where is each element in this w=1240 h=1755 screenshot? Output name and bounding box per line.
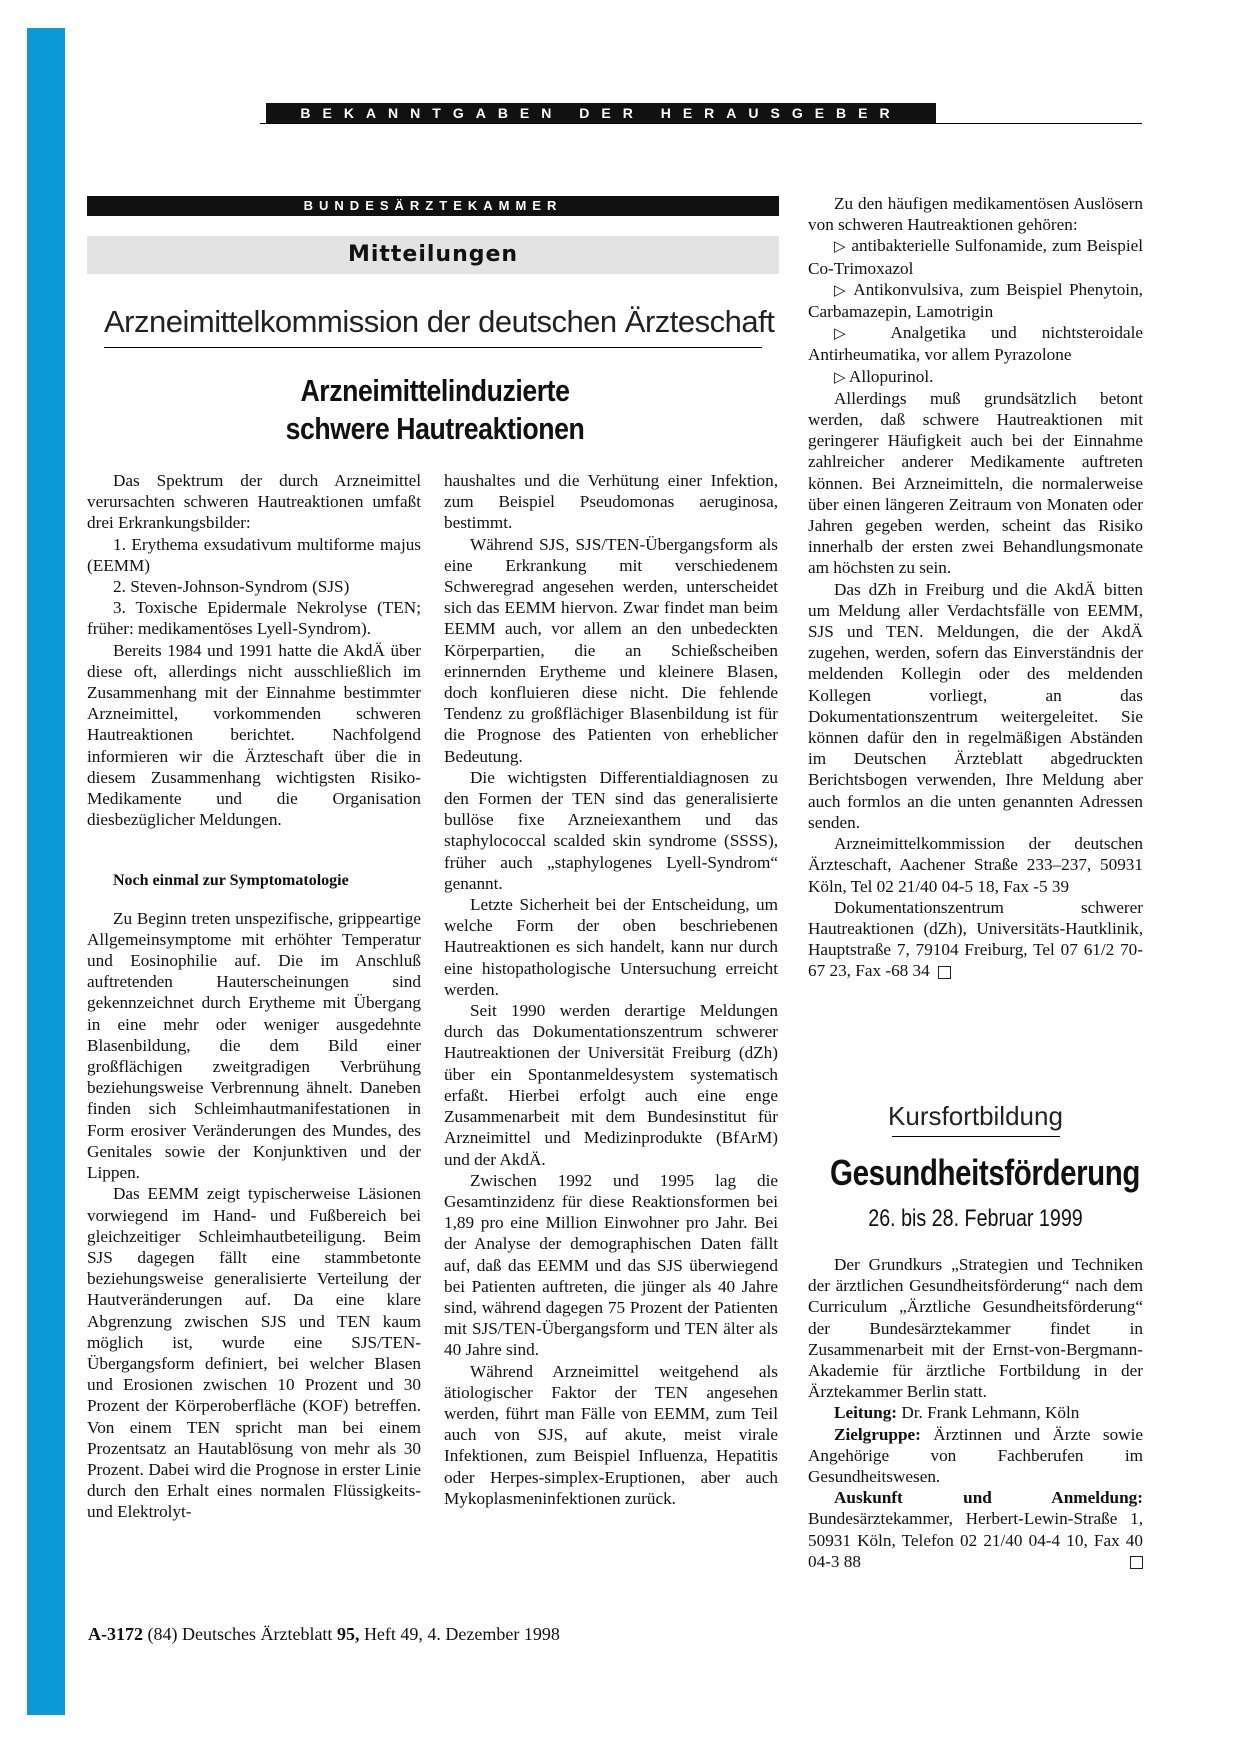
col1-list-item: 3. Toxische Epidermale Nekrolyse (TEN; früher: medikamentöses Lyell-Syndrom). [87, 598, 421, 639]
col2-paragraph: Während SJS, SJS/TEN-Übergangsform als eine Erkrankung mit verschiedenem Schweregrad angesehen werden, unterscheidet sich das EEMM hiervon. Zwar findet man beim EEMM auch, vor allem an den unbedeckten Körperpartien, die an Schießscheiben erinnernden Erytheme und kleinere Blasen, doch konfluieren diese nicht. Die fehlende Tendenz zu großflächiger Blasenbildung ist für die Prognose des Patienten von erheblicher Bedeutung. [444, 534, 778, 766]
triangle-bullet-icon: ▷ [834, 367, 846, 386]
kurs-auskunft [808, 1487, 1143, 1572]
col1-paragraph: Bereits 1984 und 1991 hatte die AkdÄ über diese oft, allerdings nicht ausschließlich im Zusammenhang mit der Einnahme bestimmter Arzneimittel, vorkommenden schweren Hautreaktionen berichtet. Nachfolgend informieren wir die Ärzteschaft über die in diesem Zusammenhang wichtigsten Risiko-Medikamente und die Organisation diesbezüglicher Meldungen. [87, 640, 421, 830]
col3-paragraph [808, 897, 1143, 982]
col2-paragraph: Seit 1990 werden derartige Meldungen durch das Dokumentationszentrum schwerer Hautreaktionen der Universität Freiburg (dZh) über ein Spontanmeldesystem systematisch erfaßt. Hierbei erfolgt auch eine enge Zusammenarbeit mit dem Bundesinstitut für Arzneimittel und Medizinprodukte (BfArM) und der AkdÄ. [444, 1001, 778, 1169]
volume-number: 95, [336, 1624, 360, 1644]
bullet-item [808, 366, 1143, 388]
kurs-zielgruppe-value: Ärztinnen und Ärzte sowie Angehörige von Fachberufen im Gesundheitswesen. [808, 1424, 1143, 1487]
bullet-text: Analgetika und nichtsteroidale Antirheumatika, vor allem Pyrazolone [808, 323, 1143, 365]
kurs-title: Gesundheitsförderung [830, 1152, 1141, 1193]
bullet-item [808, 235, 1143, 278]
col2-paragraph: Letzte Sicherheit bei der Entscheidung, um welche Form der oben beschriebenen Hautreaktionen es sich handelt, kann nur durch eine histopathologische Untersuchung erreicht werden. [444, 895, 778, 999]
col2-paragraph: Während Arzneimittel weitgehend als ätiologischer Faktor der TEN angesehen werden, führt man Fälle von EEMM, zum Teil auch von SJS, auf akute, meist virale Infektionen, zum Beispiel Influenza, Hepatitis oder Herpes-simplex-Eruptionen, aber auch Mykoplasmeninfektionen zurück. [444, 1361, 778, 1508]
bullet-item [808, 322, 1143, 365]
col3-paragraph: Allerdings muß grundsätzlich betont werden, daß schwere Hautreaktionen mit geringerer Häufigkeit auch bei der Einnahme zahlreicher anderer Medikamente auftreten können. Bei Arzneimitteln, die normalerweise über einen längeren Zeitraum von Monaten oder Jahren gegeben werden, scheint das Risiko innerhalb der ersten zwei Behandlungsmonate am höchsten zu sein. [808, 388, 1143, 578]
end-mark-icon [1130, 1556, 1143, 1569]
bullet-text: Antikonvulsiva, zum Beispiel Phenytoin, Carbamazepin, Lamotrigin [808, 279, 1143, 322]
column-3 [808, 193, 1143, 982]
article-title-line-2: schwere Hautreaktionen [285, 411, 585, 446]
article-title [156, 372, 715, 448]
address-text: Dokumentationszentrum schwerer Hautreaktionen (dZh), Universitäts-Hautklinik, Hauptstraße 7, 79104 Freiburg, Tel 07 61/2 70-67 23, Fax -68 34 [808, 897, 1143, 981]
organization-heading: Arzneimittelkommission der deutschen Ärzteschaft [104, 304, 775, 339]
col3-paragraph: Zu den häufigen medikamentösen Auslösern von schweren Hautreaktionen gehören: [808, 194, 1143, 235]
kurs-zielgruppe [808, 1424, 1143, 1488]
col1-paragraph: Das Spektrum der durch Arzneimittel verursachten schweren Hautreaktionen umfaßt drei Erkrankungsbilder: [87, 471, 421, 533]
bullet-item [808, 279, 1143, 322]
col2-paragraph: Die wichtigsten Differentialdiagnosen zu den Formen der TEN sind das generalisierte bullöse fixe Arzneiexanthem und das staphylococcal scalded skin syndrome (SSSS), früher auch „staphylogenes Lyell-Syndrom“ genannt. [444, 767, 778, 893]
column-1 [87, 470, 421, 1523]
col2-paragraph: haushaltes und die Verhütung einer Infektion, zum Beispiel Pseudomonas aeruginosa, bestimmt. [444, 471, 778, 533]
kurs-body [808, 1254, 1143, 1572]
col3-paragraph: Das dZh in Freiburg und die AkdÄ bitten um Meldung aller Verdachtsfälle von EEMM, SJS und TEN. Meldungen, die der AkdÄ zugehen, werden, sofern das Einverständnis der meldenden Kollegin oder des meldenden Kollegen vorliegt, an das Dokumentationszentrum weitergeleitet. Sie können dafür den in regelmäßigen Abständen im Deutschen Ärzteblatt abgedruckten Berichtsbogen verwenden, Ihre Meldung aber auch formlos an die unten genannten Adressen senden. [808, 579, 1143, 832]
col1-paragraph: Zu Beginn treten unspezifische, grippeartige Allgemeinsymptome mit erhöhter Temperatur und Eosinophilie auf. Die im Anschluß auftretenden Hauterscheinungen sind gekennzeichnet durch Erytheme mit Übergang in eine mehr oder weniger ausgedehnte Blasenbildung, die dem Bild einer großflächigen zweitgradigen Verbrühung beziehungsweise Verbrennung ähnelt. Daneben finden sich Schleimhautmanifestationen in Form erosiver Veränderungen des Mundes, des Genitales sowie der Konjunktiven und der Lippen. [87, 908, 421, 1183]
issue-prefix: (84) Deutsches Ärzteblatt [143, 1624, 337, 1644]
col1-paragraph: Das EEMM zeigt typischerweise Läsionen vorwiegend im Hand- und Fußbereich bei gleichzeitiger Schleimhautbeteiligung. Beim SJS dagegen fällt eine stammbetonte beziehungsweise generalisierte Verteilung der Hautveränderungen auf. Da eine klare Abgrenzung zwischen SJS und TEN kaum möglich ist, wurde eine SJS/TEN-Übergangsform definiert, bei welcher Blasen und Erosionen zwischen 10 Prozent und 30 Prozent der Körperoberfläche (KOF) betreffen. Von einem TEN spricht man bei einem Prozentsatz an Hautablösung von mehr als 30 Prozent. Dabei wird die Prognose in erster Linie durch den Erhalt eines normalen Flüssigkeits- und Elektrolyt- [87, 1184, 421, 1522]
col3-paragraph: Arzneimittelkommission der deutschen Ärzteschaft, Aachener Straße 233–237, 50931 Köln, Tel 02 21/40 04-5 18, Fax -5 39 [808, 834, 1143, 896]
kurs-date: 26. bis 28. Februar 1999 [868, 1205, 1083, 1232]
col1-list-item: 1. Erythema exsudativum multiforme majus (EEMM) [87, 534, 421, 575]
kurs-leitung-label: Leitung: [834, 1403, 898, 1423]
kurs-label: Kursfortbildung [888, 1101, 1063, 1131]
triangle-bullet-icon: ▷ [834, 324, 867, 343]
subheading: Noch einmal zur Symptomatologie [113, 872, 349, 890]
col1-list-item: 2. Steven-Johnson-Syndrom (SJS) [113, 577, 350, 597]
section-box-title: Mitteilungen [87, 236, 779, 274]
section-label: BUNDESÄRZTEKAMMER [87, 196, 779, 216]
kurs-leitung [808, 1402, 1143, 1423]
bullet-text: antibakterielle Sulfonamide, zum Beispiel Co-Trimoxazol [808, 236, 1143, 278]
blue-edge-bar [27, 28, 65, 1715]
kurs-auskunft-label: Auskunft und Anmeldung: [834, 1488, 1143, 1508]
col2-paragraph: Zwischen 1992 und 1995 lag die Gesamtinzidenz für diese Reaktionsformen bei 1,89 pro eine Million Einwohner pro Jahr. Bei der Analyse der demographischen Daten fällt auf, daß das EEMM und das SJS überwiegend bei Patienten auftreten, die jünger als 40 Jahre sind, während dagegen 75 Prozent der Patienten mit SJS/TEN-Übergangsform und TEN älter als 40 Jahre sind. [444, 1170, 778, 1360]
page-footer [88, 1624, 560, 1645]
kurs-zielgruppe-label: Zielgruppe: [834, 1424, 921, 1444]
kurs-auskunft-value: Bundesärztekammer, Herbert-Lewin-Straße 1, 50931 Köln, Telefon 02 21/40 04-4 10, Fax 40 04-3 88 [808, 1509, 1143, 1571]
header-banner: BEKANNTGABEN DER HERAUSGEBER [266, 103, 936, 123]
triangle-bullet-icon: ▷ [834, 280, 848, 299]
bullet-text: Allopurinol. [848, 366, 934, 386]
header-rule [260, 123, 1142, 124]
triangle-bullet-icon: ▷ [834, 237, 847, 256]
page-number: A-3172 [88, 1624, 143, 1644]
issue-suffix: Heft 49, 4. Dezember 1998 [359, 1624, 560, 1644]
article-title-line-1: Arzneimittelinduzierte [300, 373, 570, 408]
kurs-rule [892, 1136, 1060, 1137]
column-2 [444, 470, 778, 1509]
kurs-leitung-value: Dr. Frank Lehmann, Köln [897, 1403, 1080, 1423]
organization-rule [104, 347, 762, 348]
kurs-paragraph: Der Grundkurs „Strategien und Techniken der ärztlichen Gesundheitsförderung“ nach dem Curriculum „Ärztliche Gesundheitsförderung“ der Bundesärztekammer findet in Zusammenarbeit mit der Ernst-von-Bergmann-Akademie für ärztliche Fortbildung in der Ärztekammer Berlin statt. [808, 1255, 1143, 1402]
end-mark-icon [938, 966, 951, 979]
